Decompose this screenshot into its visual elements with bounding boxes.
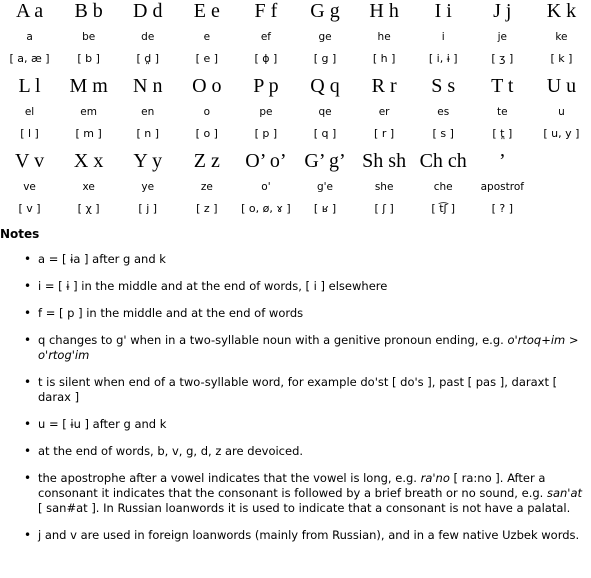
letter-letter: G’ g’ (304, 150, 346, 172)
letter-letter: H h (369, 0, 399, 22)
letter-ipa: [ m ] (75, 127, 102, 140)
letter-name: ef (260, 31, 271, 43)
letter-name (532, 176, 591, 198)
letter-letter: U u (546, 75, 577, 97)
letter-letter: K k (546, 0, 577, 22)
letter-ipa: [ n ] (136, 127, 160, 140)
letter-ipa: [ s ] (432, 127, 454, 140)
letter-name: ve (23, 181, 36, 193)
letter-name: en (141, 106, 155, 118)
letter-ipa: [ d̪ ] (136, 52, 160, 65)
letter-ipa: [ ? ] (491, 202, 513, 215)
letter-ipa: [ o ] (195, 127, 218, 140)
letter-ipa: [ b ] (77, 52, 100, 65)
letter-name: e (203, 31, 211, 43)
note-item (38, 333, 586, 363)
alphabet-row-ipa (0, 123, 591, 150)
letter-name: ye (141, 181, 155, 193)
letter-letter: M m (69, 75, 108, 97)
letter-ipa: [ j ] (138, 202, 158, 215)
letter-letter: B b (74, 0, 103, 22)
letter-ipa: [ a, æ ] (9, 52, 50, 65)
note-text: i = [ ɨ ] in the middle and at the end of words, [ i ] elsewhere (38, 279, 388, 293)
alphabet-row-letter (0, 75, 591, 101)
letter-ipa (532, 198, 591, 225)
note-text: the apostrophe after a vowel indicates that the vowel is long, e.g. (38, 471, 421, 485)
letter-name: es (437, 106, 450, 118)
letter-name: je (497, 31, 507, 43)
note-item (38, 252, 586, 267)
letter-letter: G g (310, 0, 340, 22)
letter-ipa: [ χ ] (77, 202, 100, 215)
letter-ipa: [ h ] (372, 52, 396, 65)
letter-ipa: [ k ] (550, 52, 573, 65)
letter-name: be (82, 31, 96, 43)
note-example: san'at (546, 486, 583, 500)
letter-ipa: [ ɸ ] (254, 52, 278, 65)
alphabet-row-ipa (0, 198, 591, 225)
letter-name: ze (200, 181, 213, 193)
letter-letter: E e (193, 0, 220, 22)
letter-letter (532, 150, 591, 176)
letter-ipa: [ i, ɨ ] (428, 52, 458, 65)
notes-list (0, 252, 586, 555)
note-text: t is silent when end of a two-syllable word, for example do'st [ do's ], past [ pas ], daraxt [ darax ] (38, 375, 558, 404)
note-text: q changes to g' when in a two-syllable noun with a genitive pronoun ending, e.g. (38, 333, 508, 347)
letter-ipa: [ r ] (374, 127, 395, 140)
letter-letter: S s (431, 75, 456, 97)
letter-letter: O o (192, 75, 222, 97)
letter-name: a (26, 31, 33, 43)
letter-letter: Y y (133, 150, 163, 172)
alphabet-row-letter (0, 0, 591, 26)
letter-ipa: [ g ] (313, 52, 337, 65)
note-text: [ ra:no ]. After a consonant it indicates that the consonant is followed by a brief breath or no sound, e.g. (38, 471, 547, 500)
letter-name: em (80, 106, 97, 118)
letter-letter: ’ (498, 150, 506, 172)
note-item (38, 471, 586, 516)
letter-name: te (497, 106, 508, 118)
letter-ipa: [ ʒ ] (491, 52, 514, 65)
note-text: u = [ ɨu ] after g and k (38, 417, 167, 431)
letter-name: o' (261, 181, 271, 193)
letter-name: he (377, 31, 391, 43)
letter-ipa: [ t͡ʃ ] (431, 202, 455, 215)
letter-letter: A a (15, 0, 44, 22)
note-item (38, 417, 586, 432)
letter-name: she (374, 181, 394, 193)
letter-ipa: [ p ] (254, 127, 278, 140)
letter-name: qe (318, 106, 332, 118)
letter-name: pe (259, 106, 273, 118)
letter-name: er (378, 106, 390, 118)
letter-letter: Q q (310, 75, 340, 97)
letter-name: ke (555, 31, 568, 43)
letter-letter: V v (15, 150, 45, 172)
note-text: at the end of words, b, v, g, d, z are devoiced. (38, 444, 304, 458)
notes-heading: Notes (0, 227, 40, 241)
note-example: o'rtoq+im > o'rtog'im (38, 333, 579, 362)
note-text: j and v are used in foreign loanwords (mainly from Russian), and in a few native Uzbek words. (38, 528, 580, 542)
letter-ipa: [ z ] (196, 202, 218, 215)
letter-ipa: [ t̪ ] (492, 127, 513, 140)
letter-letter: I i (434, 0, 452, 22)
letter-name: de (141, 31, 155, 43)
letter-letter: Z z (193, 150, 220, 172)
letter-letter: N n (133, 75, 163, 97)
note-item (38, 375, 586, 405)
note-item (38, 306, 586, 321)
letter-letter: Ch ch (419, 150, 467, 172)
letter-letter: T t (491, 75, 514, 97)
note-item (38, 444, 586, 459)
alphabet-row-letter (0, 150, 591, 176)
letter-letter: R r (371, 75, 397, 97)
letter-letter: P p (253, 75, 279, 97)
letter-name: i (441, 31, 445, 43)
letter-ipa: [ e ] (195, 52, 218, 65)
alphabet-row-name (0, 176, 591, 198)
letter-letter: D d (133, 0, 163, 22)
letter-letter: O’ o’ (245, 150, 287, 172)
letter-ipa: [ o, ø, ɤ ] (241, 202, 291, 215)
note-text: [ san#at ]. In Russian loanwords it is used to indicate that a consonant is not have a palatal. (38, 501, 571, 515)
note-item (38, 279, 586, 294)
letter-name: u (558, 106, 565, 118)
letter-ipa: [ ʃ ] (374, 202, 394, 215)
letter-name: ge (318, 31, 332, 43)
letter-name: o (203, 106, 211, 118)
letter-name: el (24, 106, 35, 118)
letter-letter: J j (493, 0, 512, 22)
letter-name: apostrof (480, 181, 524, 193)
letter-ipa: [ ʁ ] (313, 202, 337, 215)
letter-letter: L l (18, 75, 41, 97)
note-text: f = [ p ] in the middle and at the end of words (38, 306, 304, 320)
alphabet-table (0, 0, 591, 225)
letter-name: che (433, 181, 453, 193)
alphabet-row-name (0, 26, 591, 48)
letter-ipa: [ v ] (18, 202, 41, 215)
letter-name: xe (82, 181, 95, 193)
letter-ipa: [ q ] (313, 127, 337, 140)
letter-letter: Sh sh (362, 150, 407, 172)
note-example: ra'no (420, 471, 450, 485)
letter-name: g'e (317, 181, 334, 193)
letter-ipa: [ l ] (20, 127, 39, 140)
letter-ipa: [ u, y ] (543, 127, 580, 140)
letter-letter: X x (73, 150, 104, 172)
alphabet-row-ipa (0, 48, 591, 75)
note-item (38, 528, 586, 543)
letter-letter: F f (254, 0, 278, 22)
note-text: a = [ ɨa ] after g and k (38, 252, 166, 266)
alphabet-row-name (0, 101, 591, 123)
